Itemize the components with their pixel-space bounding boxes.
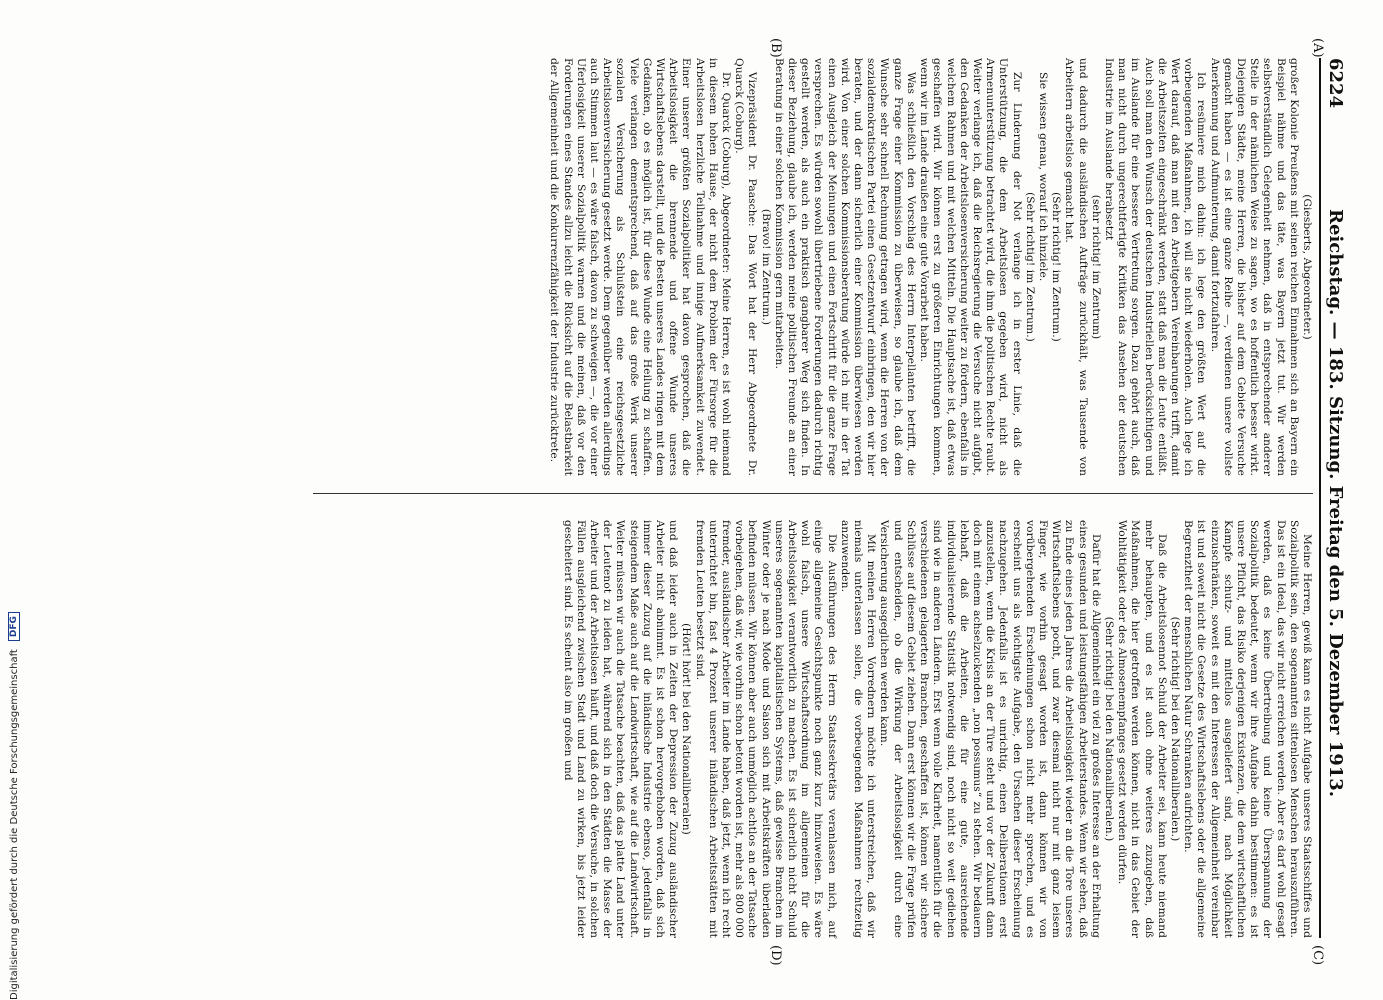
paragraph: Die Ausführungen des Herrn Staatssekretärs veranlassen mich, auf einige allgemeine Gesichtspunkte noch ganz kurz hinzuweisen. Es wäre wohl falsch, unsere Wirtschaftsordnung im allgemeinen für die Arbeitslosigkeit verantwortlich zu machen. Es ist sicherlich nicht Schuld unseres sogenannten kapitalistischen Systems, daß gewisse Branchen im Winter oder je nach Mode und Saison sich mit Arbeitskräften überladen befinden müssen. Wir können aber auch unmöglich achtlos an der Tatsache vorbeigehen, daß wir, wie vorhin schon betont worden ist, mehr als 800 000 fremder, ausländischer Arbeiter im Lande haben, daß jetzt, wenn ich recht unterrichtet bin, fast 4 Prozent unserer inländischen Arbeitsstätten mit fremden Leuten besetzt sind. bbox=[693, 520, 838, 938]
left-column bbox=[313, 58, 1313, 476]
digitization-credit bbox=[4, 0, 24, 1000]
column-divider bbox=[313, 493, 1313, 494]
dfg-logo: DFG bbox=[8, 612, 20, 641]
page-header bbox=[1319, 58, 1365, 938]
paragraph: und daß leider auch in Zeiten der Depression der Zuzug ausländischer Arbeiter nicht abnimmt. Es ist schon hervorgehoben worden, daß sich immer dieser Zuzug auf die inländische Industrie ebenso, jedenfalls in steigendem Maße auch auf die Landwirtschaft, wie auf die Landwirtschaft. Weiter müssen wir auch die Tatsache beachten, daß das platte Land unter der Leutenot zu leiden hat, während sich in den Städten die Masse der Arbeiter und der Arbeitslosen häuft, und daß doch die Versuche, in solchen Fällen ausgleichend zwischen Stadt und Land zu wirken, bis jetzt leider gescheitert sind. Es scheint also im großen und bbox=[561, 520, 680, 938]
paragraph: Mit meinen Herren Vorrednern möchte ich unterstreichen, daß wir niemals unterlassen sollen, die vorbeugenden Maßnahmen rechtzeitig anzuwenden. bbox=[838, 520, 878, 938]
paragraph: Zur Linderung der Not verlange ich in erster Linie, daß die Unterstützung, die dem Arbeitslosen gegeben wird, nicht als Armenunterstützung betrachtet wird, die ihm die politischen Rechte raubt. Weiter verlange ich, daß die Reichsregierung die Versuche nicht aufgibt, den Gedanken der Arbeitslosenversicherung weiter zu fördern, ebenfalls in welchem Rahmen und mit welchen Mitteln. Die Hauptsache ist, daß etwas geschaffen wird. Wir können erst zu größeren Einrichtungen kommen, wenn wir im Lande draußen eine gute Vorarbeit haben. bbox=[918, 58, 1023, 476]
paragraph: Ich resümiere mich dahin: ich lege den größten Wert auf die vorbeugenden Maßnahmen, ich will sie nicht wiederholen. Auch lege ich Wert darauf, daß man mit den Arbeitgebern Vereinbarungen trifft, damit die Arbeitszeiten eingeschränkt werden, statt daß man die Leute entläßt. Auch soll man den Wunsch der deutschen Industriellen berücksichtigen und im Auslande für eine bessere Vertretung sorgen. Dazu gehört auch, daß man nicht durch ungerechtfertigte Kritiken das Ansehen der deutschen Industrie im Auslande herabsetzt bbox=[1102, 58, 1208, 476]
credit-text: Digitalisierung gefördert durch die Deutsche Forschungsgemeinschaft bbox=[8, 649, 20, 1000]
paragraph: Daß die Arbeitslosennot Schuld der Arbeiter sei, kann heute niemand mehr behaupten, und es ist auch ohne weiteres zuzugeben, daß Maßnahmen, die hier getroffen werden können, nicht in das Gebiet der Wohltätigkeit oder des Almosenempfanges gesetzt werden dürfen. bbox=[1116, 520, 1168, 938]
interjection: (Hört! hört! bei den Nationalliberalen) bbox=[680, 623, 693, 835]
paragraph: Meine Herren, gewiß kann es nicht Aufgabe unseres Staatsschiffes und Sozialpolitik sein, den sogenannten sittenlosen Menschen herauszuführen. Das ist ein Ideal, das wir nicht erreichen werden. Aber es darf wohl gesagt werden, daß es keine Übertreibung und keine Überspannung der Sozialpolitik bedeutet, wenn wir ihre Aufgabe dahin bestimmen: es ist unsere Pflicht, das Risiko derjenigen Existenzen, die dem wirtschaftlichen Kampfe schutz- und mittellos ausgeliefert sind, nach Möglichkeit einzuschränken, soweit es mit den Interessen der Allgemeinheit vereinbar ist und soweit nicht die Gesetze des Wirtschaftslebens oder die allgemeine Begrenztheit der menschlichen Natur Schranken aufrichten. bbox=[1182, 520, 1313, 938]
marker-a: (A) bbox=[1310, 38, 1325, 58]
paragraph: großer Kolonie Preußens mit seinen reichen Einnahmen sich an Bayern ein Beispiel nähme und das täte, was Bayern jetzt tut. Wir werden selbstverständlich Gelegenheit nehmen, daß in entsprechender anderer Stelle in der nämlichen Weise zu sagen, wo es hoffentlich besser wirkt. Diejenigen Städte, meine Herren, die bisher auf dem Gebiete Versuche gemacht haben — es ist eine ganze Reihe —, verdienen unsere vollste Anerkennung und Aufmunterung, damit fortzufahren. bbox=[1208, 58, 1300, 476]
marker-b: (B) bbox=[768, 38, 783, 58]
paragraph: Dafür hat die Allgemeinheit ein viel zu großes Interesse an der Erhaltung eines gesunden und leistungsfähigen Arbeiterstandes. Wenn wir sehen, daß zu Ende eines jeden Jahres die Arbeitslosigkeit wieder an die Tore unseres Wirtschaftslebens pocht, und zwar diesmal nicht nur mit ganz leisem Finger, wie vorhin gesagt worden ist, dann können wir von vorübergehenden Erscheinungen schon nicht mehr sprechen, und es erscheint uns als wichtigste Aufgabe, den Ursachen dieser Erscheinung nachzugehen. Jedenfalls ist es unrichtig, einen Deliberationen erst anzustellen, wenn die Krisis an der Türe steht und vor der Zukunft dann doch mit einem achselzuckenden „non possumus“ zu stehen. Wir bedauern lebhaft, daß die Arbeiten, die für eine gute, ausreichende individualisierende Statistik notwendig sind, noch nicht so weit gediehen sind wie in anderen Ländern. Erst wenn volle Klarheit, namentlich für die verschiedenen gelagerten Branchen, geschaffen ist, können wir sichere Schlüsse auf diesem Gebiet ziehen. Dann erst können wir die Frage prüfen und entscheiden, ob die Wirkung der Arbeitslosigkeit durch eine Versicherung ausgeglichen werden kann. bbox=[878, 520, 1102, 938]
right-column bbox=[313, 520, 1313, 938]
marker-d: (D) bbox=[768, 945, 783, 966]
paragraph: Vizepräsident Dr. Paasche: Das Wort hat der Herr Abgeordnete Dr. Quarck (Coburg). bbox=[733, 58, 759, 476]
paragraph: und dadurch die ausländischen Aufträge zurückhält, was Tausende von Arbeitern arbeitslos gemacht hat. bbox=[1063, 58, 1089, 476]
page-number: 6224 bbox=[1325, 58, 1346, 109]
interjection: (Sehr richtig! bei den Nationalliberalen.) bbox=[1168, 616, 1181, 842]
interjection: (Bravo! im Zentrum.) bbox=[759, 208, 772, 326]
speaker-line: (Giesberts, Abgeordneter.) bbox=[1301, 194, 1313, 340]
paragraph: Was schließlich den Vorschlag des Herrn Interpellanten betrifft, die ganze Frage einer Kommission zu überweisen, so glaube ich, daß dem Wunsche sehr schnell Rechnung getragen wird, wenn die Herren von der sozialdemokratischen Partei einen Gesetzentwurf einbringen, den wir hier beraten, und der dann sicherlich einer Kommission überwiesen werden wird. Von einer solchen Kommissionsberatung würde ich mir in der Tat einen Ausgleich der Meinungen und einen Fortschritt für die ganze Frage versprechen. Es würden sowohl übertriebene Forderungen dadurch richtig gestellt werden, als auch ein praktisch gangbarer Weg sich finden. In dieser Beziehung, glaube ich, werden meine politischen Freunde an einer Beratung in einer solchen Kommission gern mitarbeiten. bbox=[772, 58, 917, 476]
interjection: (Sehr richtig! im Zentrum.) bbox=[1050, 192, 1063, 342]
marker-c: (C) bbox=[1310, 945, 1325, 966]
page-title: Reichstag. — 183. Sitzung. Freitag den 5. Dezember 1913. bbox=[1325, 209, 1346, 798]
interjection: (sehr richtig! im Zentrum) bbox=[1089, 194, 1102, 340]
paragraph: Dr. Quarck (Coburg), Abgeordneter: Meine Herren, es ist wohl niemand in diesem hohen Hause, der nicht dem Problem der Fürsorge für die Arbeitslosen herzliche Teilnahme und innige Aufmerksamkeit zuwendet. Einer unserer größten Sozialpolitiker hat davon gesprochen, daß die Arbeitslosigkeit die brennende und offene Wunde unseres Wirtschaftslebens darstellt, und die Besten unseres Landes ringen mit dem Gedanken, ob es möglich ist, für diese Wunde eine Heilung zu schaffen. Viele verlangen dementsprechend, daß auf das große Werk unserer sozialen Versicherung als Schlußstein eine reichsgesetzliche Arbeitslosenversicherung gesetzt werde. Dem gegenüber werden allerdings auch Stimmen laut — es wäre falsch, davon zu schweigen —, die vor einer Uferlosigkeit unserer Sozialpolitik warnen und die meinen, daß vor den Forderungen eines Standes allzu leicht die Rücksicht auf die Belastbarkeit der Allgemeinheit und die Konkurrenzfähigkeit der Industrie zurücktrete. bbox=[548, 58, 733, 476]
interjection: (Sehr richtig! bei den Nationalliberalen.) bbox=[1102, 616, 1115, 842]
paragraph: Sie wissen genau, worauf ich hinziele. bbox=[1036, 72, 1049, 282]
interjection: (Sehr richtig! im Zentrum.) bbox=[1023, 192, 1036, 342]
